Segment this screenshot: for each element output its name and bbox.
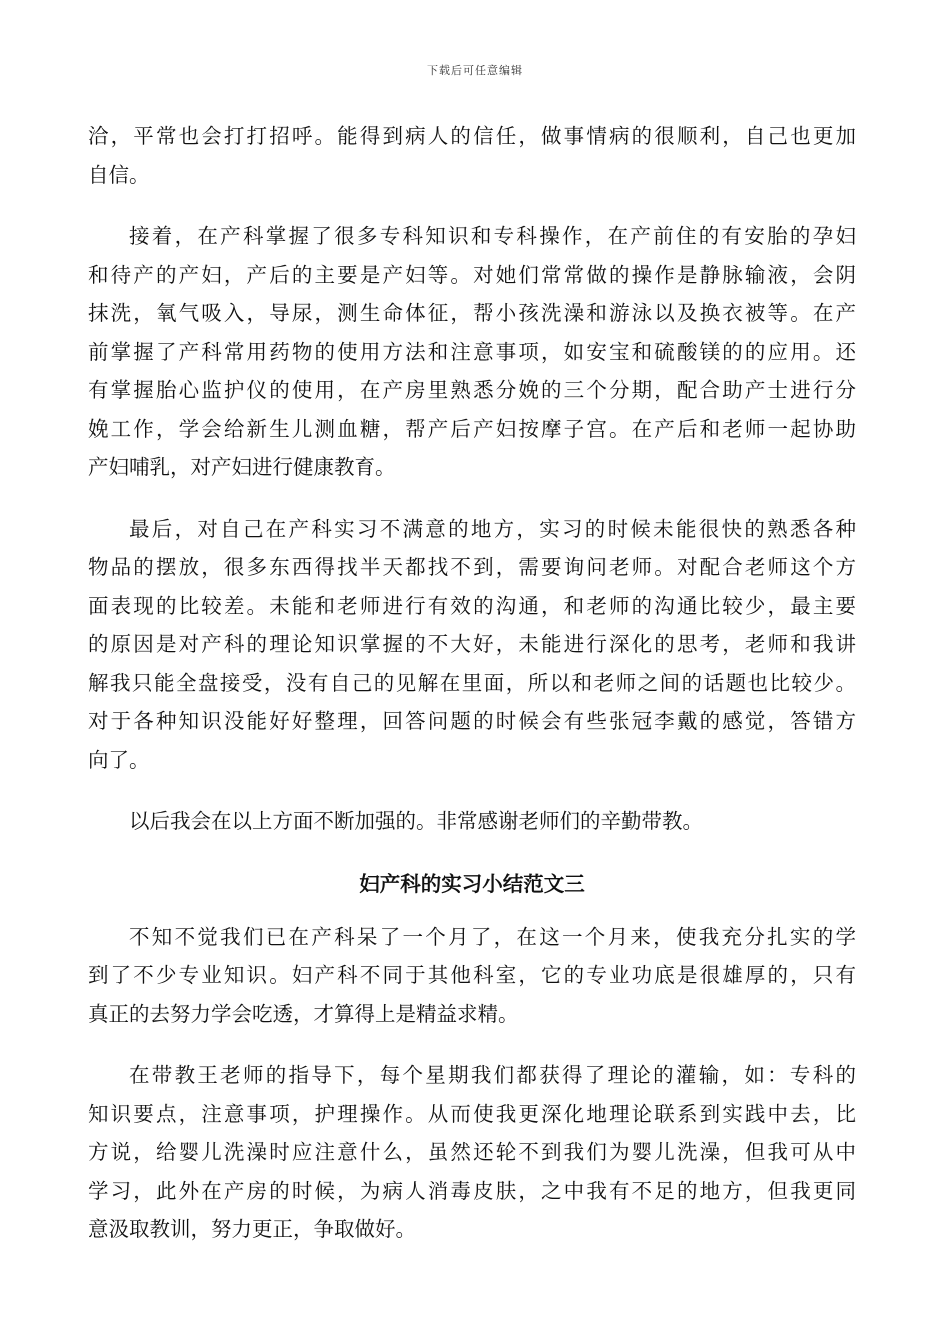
text-line: 对于各种知识没能好好整理，回答问题的时候会有些张冠李戴的感觉，答错方	[88, 709, 856, 733]
text-line: 解我只能全盘接受，没有自己的见解在里面，所以和老师之间的话题也比较少。	[88, 670, 856, 695]
paragraph	[88, 918, 856, 1034]
text-line: 抹洗，氧气吸入，导尿，测生命体征，帮小孩洗澡和游泳以及换衣被等。在产	[88, 301, 856, 325]
text-line: 知识要点，注意事项，护理操作。从而使我更深化地理论联系到实践中去，比	[88, 1101, 856, 1126]
paragraph	[88, 117, 856, 194]
text-line: 在带教王老师的指导下，每个星期我们都获得了理论的灌输，如：专科的	[129, 1063, 856, 1087]
paragraph	[88, 802, 856, 841]
page-header: 下载后可任意编辑	[427, 64, 523, 77]
document-body	[88, 117, 856, 1272]
paragraph	[88, 1056, 856, 1249]
text-line: 不知不觉我们已在产科呆了一个月了，在这一个月来，使我充分扎实的学	[129, 924, 856, 949]
text-line: 真正的去努力学会吃透，才算得上是精益求精。	[88, 1001, 519, 1026]
text-line: 接着，在产科掌握了很多专科知识和专科操作，在产前住的有安胎的孕妇	[129, 224, 856, 248]
text-line: 洽，平常也会打打招呼。能得到病人的信任，做事情病的很顺利，自己也更加	[88, 124, 856, 148]
paragraph-group-2	[88, 918, 856, 1249]
text-line: 以后我会在以上方面不断加强的。非常感谢老师们的辛勤带教。	[129, 809, 703, 833]
text-line: 意汲取教训，努力更正，争取做好。	[88, 1217, 416, 1241]
section-heading: 妇产科的实习小结范文三	[359, 871, 585, 896]
paragraph-group-1	[88, 117, 856, 841]
text-line: 面表现的比较差。未能和老师进行有效的沟通，和老师的沟通比较少，最主要	[88, 593, 856, 618]
text-line: 和待产的产妇，产后的主要是产妇等。对她们常常做的操作是静脉输液，会阴	[88, 262, 856, 287]
text-line: 向了。	[88, 747, 150, 772]
text-line: 方说，给婴儿洗澡时应注意什么，虽然还轮不到我们为婴儿洗澡，但我可从中	[88, 1140, 856, 1164]
text-line: 到了不少专业知识。妇产科不同于其他科室，它的专业功底是很雄厚的，只有	[88, 963, 856, 987]
paragraph	[88, 510, 856, 780]
text-line: 最后，对自己在产科实习不满意的地方，实习的时候未能很快的熟悉各种	[129, 516, 856, 541]
text-line: 产妇哺乳，对产妇进行健康教育。	[88, 455, 396, 479]
text-line: 娩工作，学会给新生儿测血糖，帮产后产妇按摩子宫。在产后和老师一起协助	[88, 416, 856, 441]
text-line: 学习，此外在产房的时候，为病人消毒皮肤，之中我有不足的地方，但我更同	[88, 1178, 856, 1203]
text-line: 前掌握了产科常用药物的使用方法和注意事项，如安宝和硫酸镁的的应用。还	[88, 339, 856, 364]
text-line: 有掌握胎心监护仪的使用，在产房里熟悉分娩的三个分期，配合助产士进行分	[88, 378, 856, 402]
text-line: 的原因是对产科的理论知识掌握的不大好，未能进行深化的思考，老师和我讲	[88, 632, 856, 656]
paragraph	[88, 217, 856, 487]
text-line: 自信。	[88, 162, 150, 187]
text-line: 物品的摆放，很多东西得找半天都找不到，需要询问老师。对配合老师这个方	[88, 555, 856, 579]
